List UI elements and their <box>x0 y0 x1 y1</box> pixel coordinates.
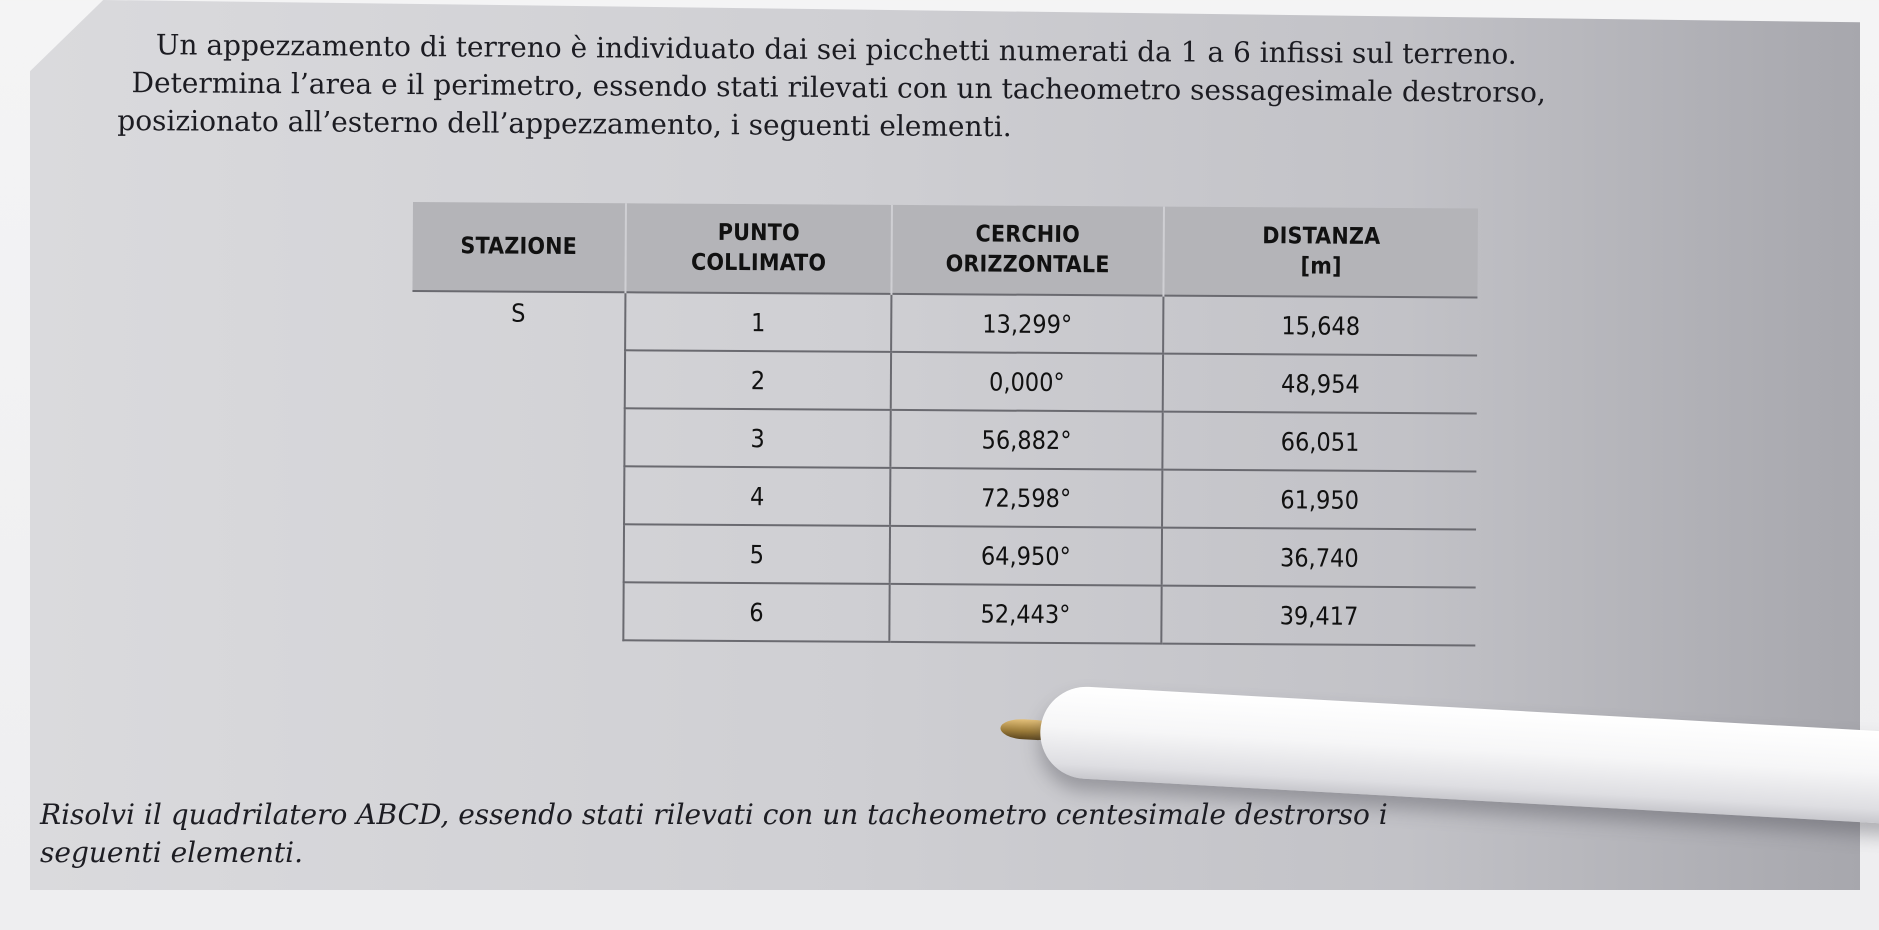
header-circle-line-1: CERCHIO <box>975 221 1081 249</box>
distance-cell: 36,740 <box>1162 528 1476 588</box>
point-cell: 6 <box>623 582 889 642</box>
header-distance <box>1163 207 1478 298</box>
header-point-line-2: COLLIMATO <box>690 249 827 277</box>
survey-table <box>410 202 1478 646</box>
header-station <box>412 202 626 292</box>
point-cell: 3 <box>624 408 890 468</box>
distance-cell: 61,950 <box>1162 470 1476 530</box>
distance-cell: 39,417 <box>1161 586 1475 646</box>
header-point <box>625 203 892 294</box>
intro-line-2: Determina l’area e il perimetro, essendo stati rilevati con un tacheometro sessagesimale destrorso, <box>131 66 1546 109</box>
survey-table-wrapper <box>410 202 1478 646</box>
header-station-label: STAZIONE <box>460 233 578 261</box>
table-header-row <box>412 202 1478 298</box>
point-cell: 5 <box>624 524 890 584</box>
header-circle <box>891 205 1164 296</box>
station-cell: S <box>410 291 625 640</box>
point-cell: 2 <box>625 350 891 410</box>
header-point-line-1: PUNTO <box>717 219 800 247</box>
angle-cell: 0,000° <box>891 352 1163 412</box>
angle-cell: 13,299° <box>891 294 1163 354</box>
point-cell: 1 <box>625 292 891 352</box>
angle-cell: 52,443° <box>889 584 1161 644</box>
header-distance-line-1: DISTANZA <box>1262 223 1381 250</box>
exercise-intro <box>117 26 1808 152</box>
distance-cell: 48,954 <box>1163 354 1477 414</box>
header-circle-line-2: ORIZZONTALE <box>945 251 1110 279</box>
distance-cell: 15,648 <box>1163 296 1477 356</box>
next-exercise-line-2: seguenti elementi. <box>40 836 303 869</box>
intro-line-3: posizionato all’esterno dell’appezzamento, i seguenti elementi. <box>117 103 1012 144</box>
table-row <box>412 291 1477 356</box>
header-distance-line-2: [m] <box>1300 253 1342 280</box>
intro-line-1: Un appezzamento di terreno è individuato dai sei picchetti numerati da 1 a 6 infissi sul terreno. <box>155 28 1517 71</box>
angle-cell: 72,598° <box>890 468 1162 528</box>
next-exercise-line-1: Risolvi il quadrilatero ABCD, essendo stati rilevati con un tacheometro centesimale destrorso i <box>40 798 1388 831</box>
angle-cell: 64,950° <box>890 526 1162 586</box>
point-cell: 4 <box>624 466 890 526</box>
angle-cell: 56,882° <box>890 410 1162 470</box>
page-edge <box>0 890 1879 930</box>
distance-cell: 66,051 <box>1162 412 1476 472</box>
next-exercise-text <box>40 796 1879 872</box>
